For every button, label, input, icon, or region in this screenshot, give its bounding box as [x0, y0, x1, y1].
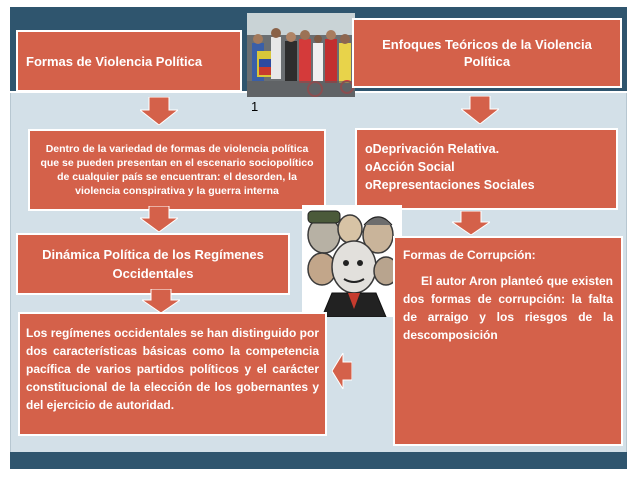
arrow-down-icon: [461, 96, 499, 124]
approaches-list-box: [355, 128, 618, 210]
title-theoretical-approaches: [352, 18, 622, 88]
dynamics-title-text: Dinámica Política de los Regímenes Occidentales: [42, 247, 264, 281]
arrow-down-icon: [142, 289, 180, 313]
arrow-left-icon: [332, 353, 352, 389]
politicians-caricature: [302, 205, 402, 317]
regimes-description-text: Los regímenes occidentales se han distinguido por dos características básicas como la competencia pacífica de varios partidos políticos y el carácter constitucional de la elección de los gobernantes y del ejercicio de autoridad.: [26, 326, 319, 412]
regimes-description-box: [18, 312, 327, 436]
approach-item: oAcción Social: [365, 160, 455, 174]
corruption-title: Formas de Corrupción:: [403, 248, 536, 262]
forms-description-box: [28, 129, 326, 211]
title-left-text: Formas de Violencia Política: [26, 53, 203, 69]
arrow-down-icon: [140, 206, 178, 232]
page-number: 1: [251, 99, 259, 114]
protest-photo: [247, 13, 355, 97]
title-right-text: Enfoques Teóricos de la Violencia Política: [382, 37, 592, 69]
arrow-down-icon: [452, 211, 490, 235]
forms-description-text: Dentro de la variedad de formas de violencia política que se pueden presentan en el escenario sociopolítico de cualquier país se encuentran: el desorden, la violencia conspirativa y la guerra interna: [40, 143, 314, 197]
title-forms-of-violence: [16, 30, 242, 92]
approach-item: oDeprivación Relativa.: [365, 142, 500, 156]
arrow-down-icon: [140, 97, 178, 125]
corruption-box: [393, 236, 623, 446]
dynamics-title-box: [16, 233, 290, 295]
footer-band: [10, 452, 627, 469]
approach-item: oRepresentaciones Sociales: [365, 178, 535, 192]
corruption-text: El autor Aron planteó que existen dos formas de corrupción: la falta de arraigo y los riesgos de la descomposición: [403, 274, 613, 342]
